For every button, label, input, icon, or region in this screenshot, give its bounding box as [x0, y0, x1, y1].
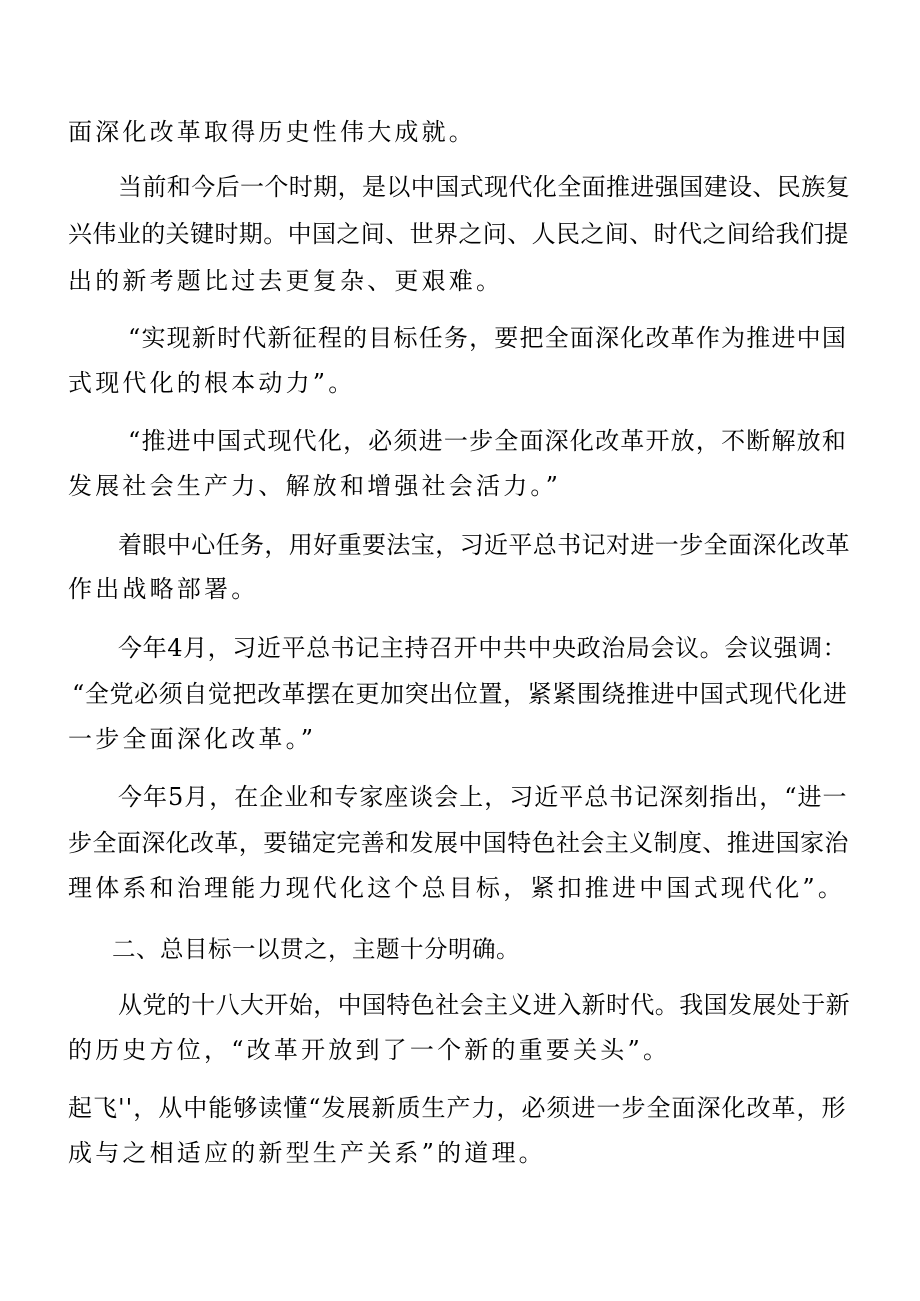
paragraph-line: 当前和今后一个时期，是以中国式现代化全面推进强国建设、民族复	[118, 173, 850, 201]
paragraph-line: “全党必须自觉把改革摆在更加突出位置，紧紧围绕推进中国式现代化进	[72, 680, 848, 708]
paragraph-line: 步全面深化改革，要锚定完善和发展中国特色社会主义制度、推进国家治	[68, 829, 849, 857]
paragraph-line: “推进中国式现代化，必须进一步全面深化改革开放，不断解放和	[128, 427, 848, 455]
paragraph-line: 式现代化的根本动力”。	[68, 369, 356, 397]
paragraph-line: 今年4月，习近平总书记主持召开中共中央政治局会议。会议强调：	[118, 634, 848, 662]
paragraph-line: 的历史方位，“改革开放到了一个新的重要关头”。	[68, 1036, 671, 1064]
section-heading: 二、总目标一以贯之，主题十分明确。	[112, 935, 520, 963]
paragraph-line: 理体系和治理能力现代化这个总目标，紧扣推进中国式现代化”。	[68, 874, 846, 902]
paragraph-line: 着眼中心任务，用好重要法宝，习近平总书记对进一步全面深化改革	[118, 531, 850, 559]
paragraph-line: 从党的十八大开始，中国特色社会主义进入新时代。我国发展处于新	[118, 991, 850, 1019]
paragraph-line: 发展社会生产力、解放和增强社会活力。”	[68, 472, 562, 500]
paragraph-line: 兴伟业的关键时期。中国之间、世界之问、人民之间、时代之间给我们提	[68, 220, 849, 248]
paragraph-line: 成与之相适应的新型生产关系”的道理。	[68, 1139, 546, 1167]
paragraph-line: 作出战略部署。	[68, 575, 259, 603]
paragraph-line: 一步全面深化改革。”	[68, 725, 317, 753]
paragraph-line: 起飞''，从中能够读懂“发展新质生产力，必须进一步全面深化改革，形	[68, 1094, 847, 1122]
paragraph-line: 面深化改革取得历史性伟大成就。	[68, 118, 476, 146]
paragraph-line: 出的新考题比过去更复杂、更艰难。	[68, 267, 504, 295]
paragraph-line: 今年5月，在企业和专家座谈会上，习近平总书记深刻指出，“进一	[118, 783, 848, 811]
paragraph-line: “实现新时代新征程的目标任务，要把全面深化改革作为推进中国	[128, 324, 848, 352]
